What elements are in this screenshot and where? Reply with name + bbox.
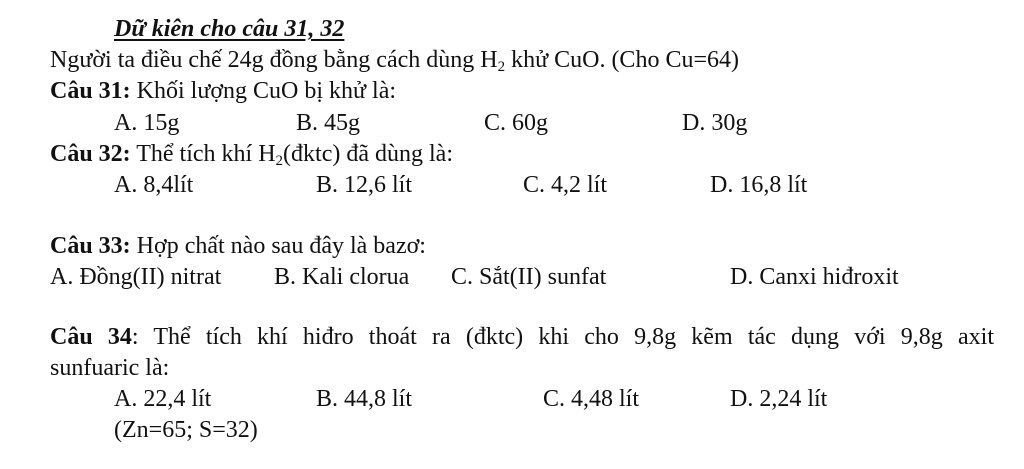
question-32-label: Câu 32:	[50, 141, 131, 167]
intro-text: Người ta điều chế 24g đồng bằng cách dùng $H_2$ khử CuO. (Cho Cu=64)	[50, 47, 739, 75]
q31-option-c: C. 60g	[484, 110, 549, 136]
q34-option-b: B. 44,8 lít	[316, 386, 413, 412]
q32-option-a: A. 8,4lít	[114, 172, 194, 198]
q34-option-a: A. 22,4 lít	[114, 386, 212, 412]
q34-option-d: D. 2,24 lít	[730, 386, 828, 412]
question-34-text-line1: : Thể tích khí hiđro thoát ra (đktc) khi cho 9,8g kẽm tác dụng với 9,8g axit	[131, 324, 994, 350]
question-31-text: Khối lượng CuO bị khử là:	[130, 78, 397, 104]
q31-option-a: A. 15g	[114, 110, 180, 136]
q32-option-c: C. 4,2 lít	[523, 172, 608, 198]
question-31	[50, 79, 396, 103]
q33-option-a: A. Đồng(II) nitrat	[50, 264, 222, 290]
q33-option-c: C. Sắt(II) sunfat	[451, 264, 607, 290]
q31-option-b: B. 45g	[296, 110, 361, 136]
question-33	[50, 234, 426, 258]
q31-option-d: D. 30g	[682, 110, 748, 136]
q34-atomic-mass-note: (Zn=65; S=32)	[114, 417, 258, 443]
question-33-text: Hợp chất nào sau đây là bazơ:	[130, 233, 426, 259]
question-33-label: Câu 33:	[50, 233, 131, 259]
q34-option-c: C. 4,48 lít	[543, 386, 640, 412]
question-34-text-line2: sunfuaric là:	[50, 355, 170, 381]
q33-option-d: D. Canxi hiđroxit	[730, 264, 899, 290]
question-32: Câu 32: Thể tích khí $H_2(đktc)$ đã dùng là:	[50, 141, 453, 169]
question-34-label: Câu 34	[50, 324, 132, 350]
q33-option-b: B. Kali clorua	[274, 264, 410, 290]
question-34	[50, 325, 994, 349]
section-heading: Dữ kiên cho câu 31, 32	[114, 16, 345, 42]
question-31-label: Câu 31:	[50, 78, 131, 104]
q32-option-b: B. 12,6 lít	[316, 172, 413, 198]
q32-option-d: D. 16,8 lít	[710, 172, 808, 198]
